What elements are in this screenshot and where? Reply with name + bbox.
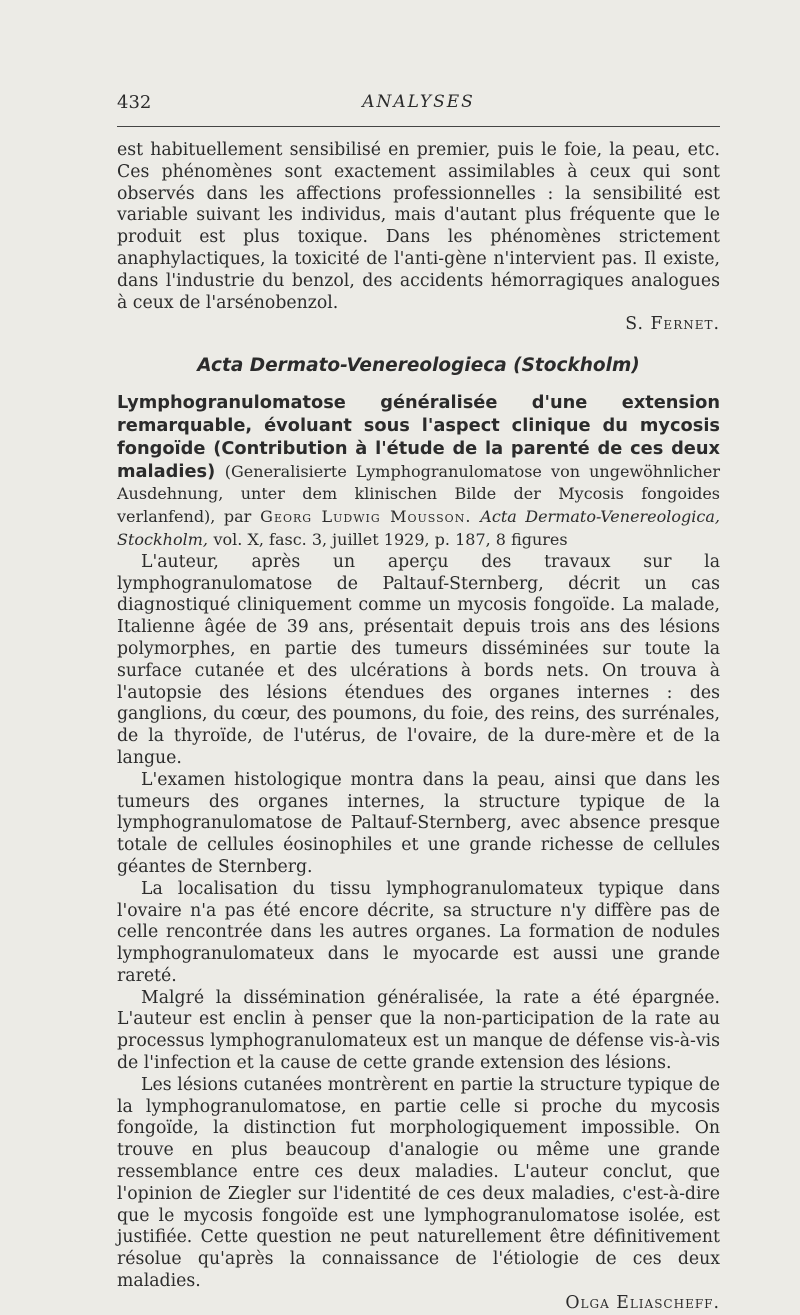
page-number: 432 xyxy=(117,92,152,113)
article-paragraph: L'examen histologique montra dans la peau, ainsi que dans les tumeurs des organes internes, la structure typique de la lymphogranulomatose de Paltauf-Sternberg, avec absence presque totale de cellules éosinophiles et une grande richesse de cellules géantes de Sternberg. xyxy=(117,769,720,877)
article-journal: Acta Dermato-Venereologica, Stockholm, xyxy=(117,507,720,549)
article-title: Lymphogranulomatose généralisée d'une extension remarquable, évoluant sous l'aspect clinique du mycosis fongoïde (Contribution à l'étude de la parenté de ces deux maladies) xyxy=(117,392,720,482)
article-signature: Olga Eliascheff. xyxy=(565,1292,720,1313)
page-body xyxy=(117,140,720,1315)
article-citation-details: vol. X, fasc. 3, juillet 1929, p. 187, 8 figures xyxy=(213,529,568,549)
article-author: Georg Ludwig Mousson. xyxy=(260,507,472,527)
article-paragraph: L'auteur, après un aperçu des travaux sur la lymphogranulomatose de Paltauf-Sternberg, décrit un cas diagnostiqué cliniquement comme un mycosis fongoïde. La malade, Italienne âgée de 39 ans, présentait depuis trois ans des lésions polymorphes, en partie des tumeurs disséminées sur toute la surface cutanée et des ulcérations à bords nets. On trouva à l'autopsie des lésions étendues des organes internes : des ganglions, du cœur, des poumons, du foie, des reins, des surrénales, de la thyroïde, de l'utérus, de l'ovaire, de la dure-mère et de la langue. xyxy=(117,551,720,768)
article-reference-original: (Generalisierte Lymphogranulomatose von ungewöhnlicher Ausdehnung, unter dem klinischen Bilde der Mycosis fongoides verlanfend), par xyxy=(117,461,720,527)
running-head: ANALYSES xyxy=(362,92,475,112)
page-header xyxy=(117,92,720,116)
header-rule xyxy=(117,126,720,127)
article-paragraph: La localisation du tissu lymphogranulomateux typique dans l'ovaire n'a pas été encore décrite, sa structure n'y diffère pas de celle rencontrée dans les autres organes. La formation de nodules lymphogranulomateux dans le myocarde est aussi une grande rareté. xyxy=(117,878,720,986)
article-paragraph: Malgré la dissémination généralisée, la rate a été épargnée. L'auteur est enclin à penser que la non-participation de la rate au processus lymphogranulomateux est un manque de défense vis-à-vis de l'infection et la cause de cette grande extension des lésions. xyxy=(117,987,720,1074)
previous-article-signature: S. Fernet. xyxy=(625,314,720,335)
article-paragraph: Les lésions cutanées montrèrent en partie la structure typique de la lymphogranulomatose, en partie celle si proche du mycosis fongoïde, la distinction fut morphologiquement impossible. On trouve en plus beaucoup d'analogie ou même une grande ressemblance entre ces deux maladies. L'auteur conclut, que l'opinion de Ziegler sur l'identité de ces deux maladies, c'est-à-dire que le mycosis fongoïde est une lymphogranulomatose isolée, est justifiée. Cette question ne peut naturellement être définitivement résolue qu'après la connaissance de l'étiologie de ces deux maladies. xyxy=(117,1074,720,1292)
article-heading xyxy=(117,392,720,552)
previous-article-text: est habituellement sensibilisé en premier, puis le foie, la peau, etc. Ces phénomènes sont exactement assimilables à ceux qui sont observés dans les affections professionnelles : la sensibilité est variable suivant les individus, mais d'autant plus fréquente que le produit est plus toxique. Dans les phénomènes strictement anaphylactiques, la toxicité de l'anti-gène n'intervient pas. Il existe, dans l'industrie du benzol, des accidents hémorragiques analogues à ceux de l'arsénobenzol. xyxy=(117,140,720,313)
section-title: Acta Dermato-Venereologieca (Stockholm) xyxy=(197,355,640,377)
